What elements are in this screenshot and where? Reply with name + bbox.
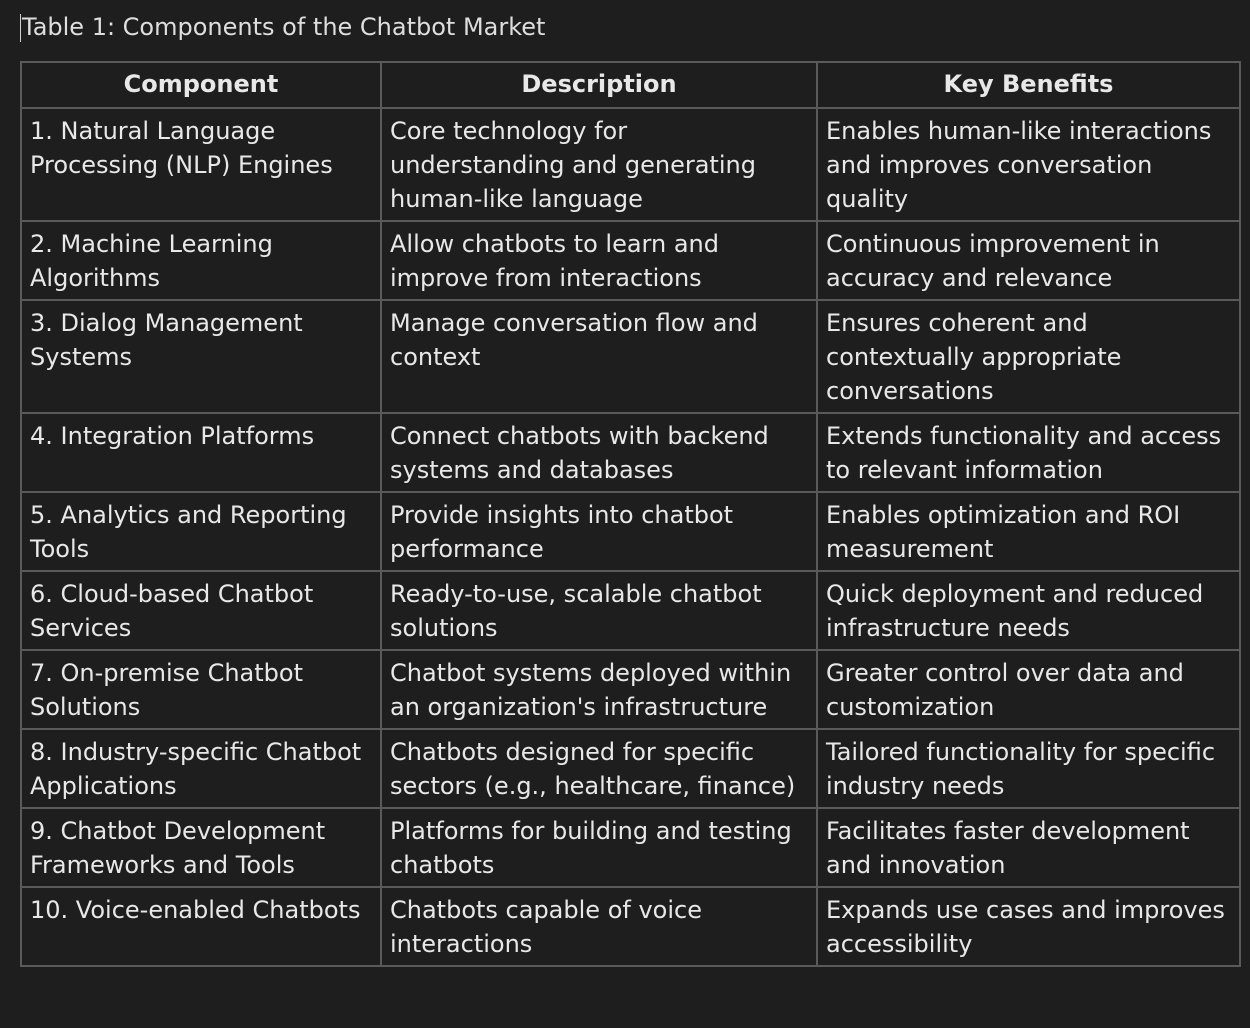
table-row [21, 571, 1240, 650]
cell-component: 4. Integration Platforms [21, 413, 381, 492]
cell-description: Chatbot systems deployed within an organization's infrastructure [381, 650, 817, 729]
cell-component: 2. Machine Learning Algorithms [21, 221, 381, 300]
cell-component: 3. Dialog Management Systems [21, 300, 381, 413]
cell-component: 10. Voice-enabled Chatbots [21, 887, 381, 966]
table-row [21, 729, 1240, 808]
cell-component: 8. Industry-specific Chatbot Applications [21, 729, 381, 808]
table-row [21, 108, 1240, 221]
cell-key-benefits: Expands use cases and improves accessibility [817, 887, 1240, 966]
cell-description: Chatbots capable of voice interactions [381, 887, 817, 966]
cell-component: 5. Analytics and Reporting Tools [21, 492, 381, 571]
cell-key-benefits: Enables human-like interactions and improves conversation quality [817, 108, 1240, 221]
cell-description: Core technology for understanding and generating human-like language [381, 108, 817, 221]
cell-key-benefits: Enables optimization and ROI measurement [817, 492, 1240, 571]
cell-component: 1. Natural Language Processing (NLP) Engines [21, 108, 381, 221]
components-table [20, 61, 1241, 967]
cell-description: Platforms for building and testing chatbots [381, 808, 817, 887]
header-component: Component [21, 62, 381, 108]
table-row [21, 492, 1240, 571]
cell-key-benefits: Continuous improvement in accuracy and relevance [817, 221, 1240, 300]
header-key-benefits: Key Benefits [817, 62, 1240, 108]
table-row [21, 300, 1240, 413]
cell-key-benefits: Facilitates faster development and innovation [817, 808, 1240, 887]
cell-component: 9. Chatbot Development Frameworks and Tools [21, 808, 381, 887]
cell-key-benefits: Quick deployment and reduced infrastructure needs [817, 571, 1240, 650]
cell-key-benefits: Tailored functionality for specific industry needs [817, 729, 1240, 808]
header-description: Description [381, 62, 817, 108]
cell-description: Chatbots designed for specific sectors (e.g., healthcare, finance) [381, 729, 817, 808]
table-row [21, 413, 1240, 492]
cell-key-benefits: Greater control over data and customization [817, 650, 1240, 729]
table-row [21, 650, 1240, 729]
cell-key-benefits: Ensures coherent and contextually appropriate conversations [817, 300, 1240, 413]
cell-component: 7. On-premise Chatbot Solutions [21, 650, 381, 729]
cell-description: Ready-to-use, scalable chatbot solutions [381, 571, 817, 650]
table-caption: Table 1: Components of the Chatbot Market [22, 13, 546, 41]
table-row [21, 808, 1240, 887]
table-row [21, 887, 1240, 966]
cell-description: Allow chatbots to learn and improve from interactions [381, 221, 817, 300]
cell-description: Connect chatbots with backend systems and databases [381, 413, 817, 492]
table-header-row [21, 62, 1240, 108]
cell-key-benefits: Extends functionality and access to relevant information [817, 413, 1240, 492]
cell-description: Provide insights into chatbot performance [381, 492, 817, 571]
table-row [21, 221, 1240, 300]
text-cursor [20, 14, 21, 42]
cell-description: Manage conversation flow and context [381, 300, 817, 413]
cell-component: 6. Cloud-based Chatbot Services [21, 571, 381, 650]
